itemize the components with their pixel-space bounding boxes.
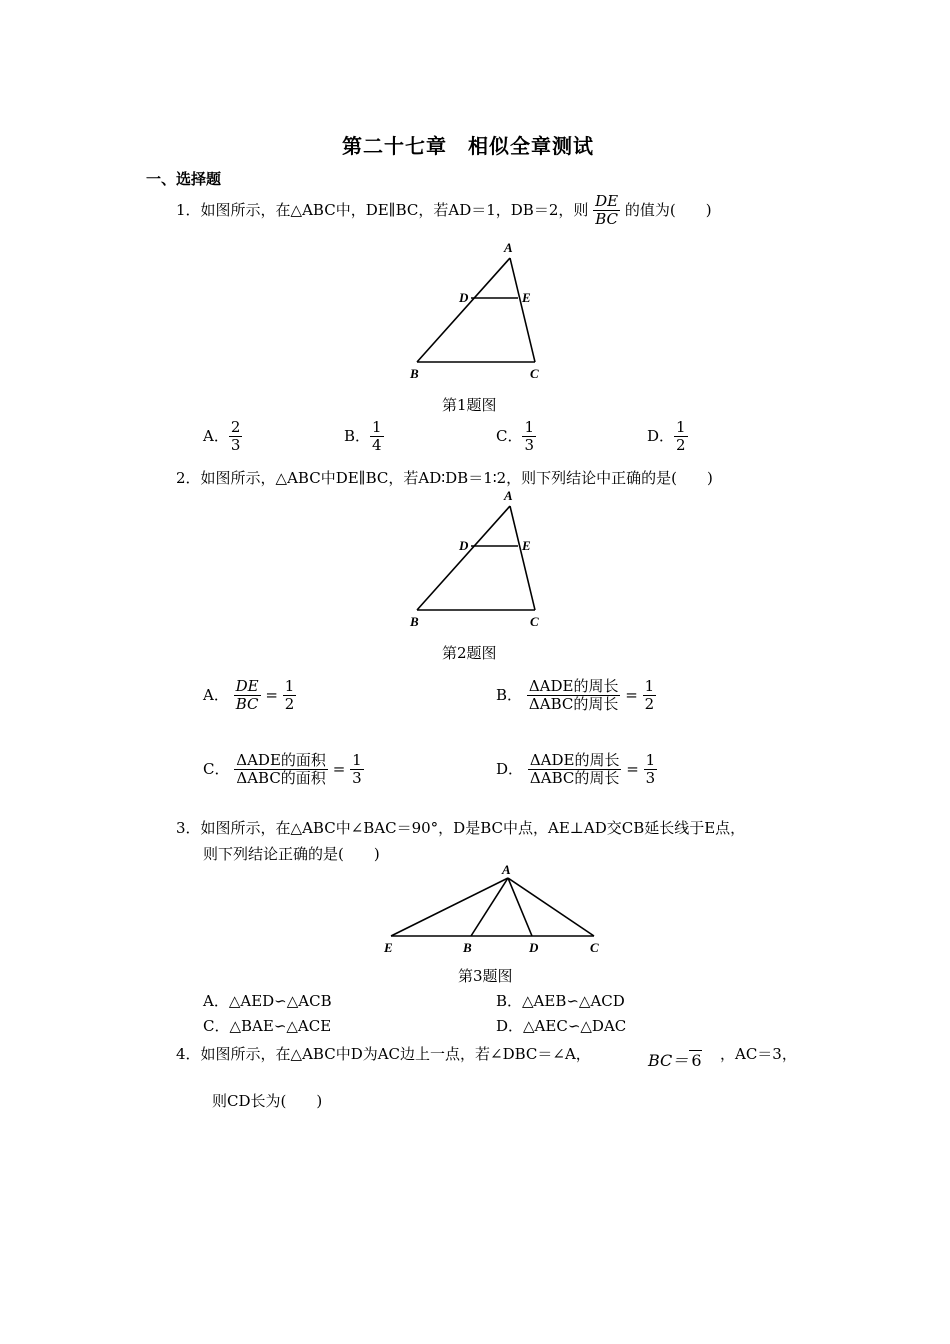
option-c: C． $\frac{\text{ΔADE的面积}}{\text{ΔABC的面积}}$ = $\frac{1}{3}$: [203, 751, 362, 788]
label-c: C: [590, 940, 599, 955]
option-a: A．△AED∽△ACB: [203, 992, 332, 1010]
option-a: A． $\frac{2}{3}$: [203, 418, 241, 455]
sqrt: 6: [691, 1051, 702, 1070]
question-4-line-2: 则CD长为( ): [212, 1092, 323, 1110]
question-1: [176, 193, 712, 229]
label-e: E: [522, 538, 531, 553]
edge-ac: [508, 878, 594, 936]
edge-ab: [417, 506, 510, 610]
fraction: $\frac{DE}{BC}$: [595, 192, 619, 229]
edge-ea: [391, 878, 508, 936]
figure-caption: 第1题图: [442, 396, 497, 414]
option-a: A． $\frac{DE}{BC}$ = $\frac{1}{2}$: [203, 677, 295, 714]
figure-caption: 第3题图: [458, 967, 513, 985]
label-e: E: [522, 290, 531, 305]
label-e: E: [384, 940, 393, 955]
label-a: A: [504, 488, 513, 503]
label-b: B: [410, 366, 419, 381]
label-b: B: [463, 940, 472, 955]
question-tail: 的值为( ): [624, 200, 712, 219]
question-number: 4．: [176, 1045, 201, 1063]
question-text: 如图所示，△ABC中DE∥BC，若AD∶DB＝1∶2，则下列结论中正确的是( ): [200, 469, 713, 487]
label-a: A: [502, 862, 511, 877]
question-text: 如图所示，在△ABC中，DE∥BC，若AD＝1，DB＝2，则: [200, 200, 589, 219]
figure-3: [378, 860, 610, 960]
question-3: [176, 817, 745, 838]
edge-ac: [510, 258, 535, 362]
question-2: [176, 467, 713, 488]
question-number: 1．: [176, 200, 201, 219]
label-d: D: [529, 940, 539, 955]
figure-caption: 第2题图: [442, 644, 497, 662]
option-b: B．△AEB∽△ACD: [496, 992, 625, 1010]
option-d: D．△AEC∽△DAC: [496, 1017, 627, 1035]
figure-2: [400, 488, 560, 633]
edge-ab: [417, 258, 510, 362]
option-b: B． $\frac{\text{ΔADE的周长}}{\text{ΔABC的周长}}$ = $\frac{1}{2}$: [496, 677, 655, 714]
option-b: B． $\frac{1}{4}$: [344, 418, 382, 455]
question-number: 2．: [176, 469, 201, 487]
option-c: C． $\frac{1}{3}$: [496, 418, 535, 455]
question-4-tail: ，AC＝3，: [720, 1045, 797, 1063]
figure-1: [400, 238, 560, 383]
option-d: D． $\frac{\text{ΔADE的周长}}{\text{ΔABC的周长}}$ = $\frac{1}{3}$: [496, 751, 656, 788]
question-3-line-2: 则下列结论正确的是( ): [203, 845, 380, 863]
label-c: C: [530, 366, 539, 381]
question-4: [176, 1043, 591, 1064]
question-text: 如图所示，在△ABC中D为AC边上一点，若∠DBC＝∠A，: [200, 1045, 591, 1063]
question-number: 3．: [176, 819, 201, 837]
label-c: C: [530, 614, 539, 629]
label-a: A: [504, 240, 513, 255]
label-b: B: [410, 614, 419, 629]
label-d: D: [459, 290, 469, 305]
label-d: D: [459, 538, 469, 553]
formula-bc: BC＝ 6: [648, 1051, 702, 1070]
section-heading: 一、选择题: [146, 170, 222, 188]
option-c: C．△BAE∽△ACE: [203, 1017, 332, 1035]
page-title: 第二十七章 相似全章测试: [342, 134, 594, 158]
edge-ac: [510, 506, 535, 610]
question-text: 如图所示，在△ABC中∠BAC＝90°，D是BC中点，AE⊥AD交CB延长线于E点，: [200, 819, 746, 837]
option-d: D． $\frac{1}{2}$: [647, 418, 686, 455]
